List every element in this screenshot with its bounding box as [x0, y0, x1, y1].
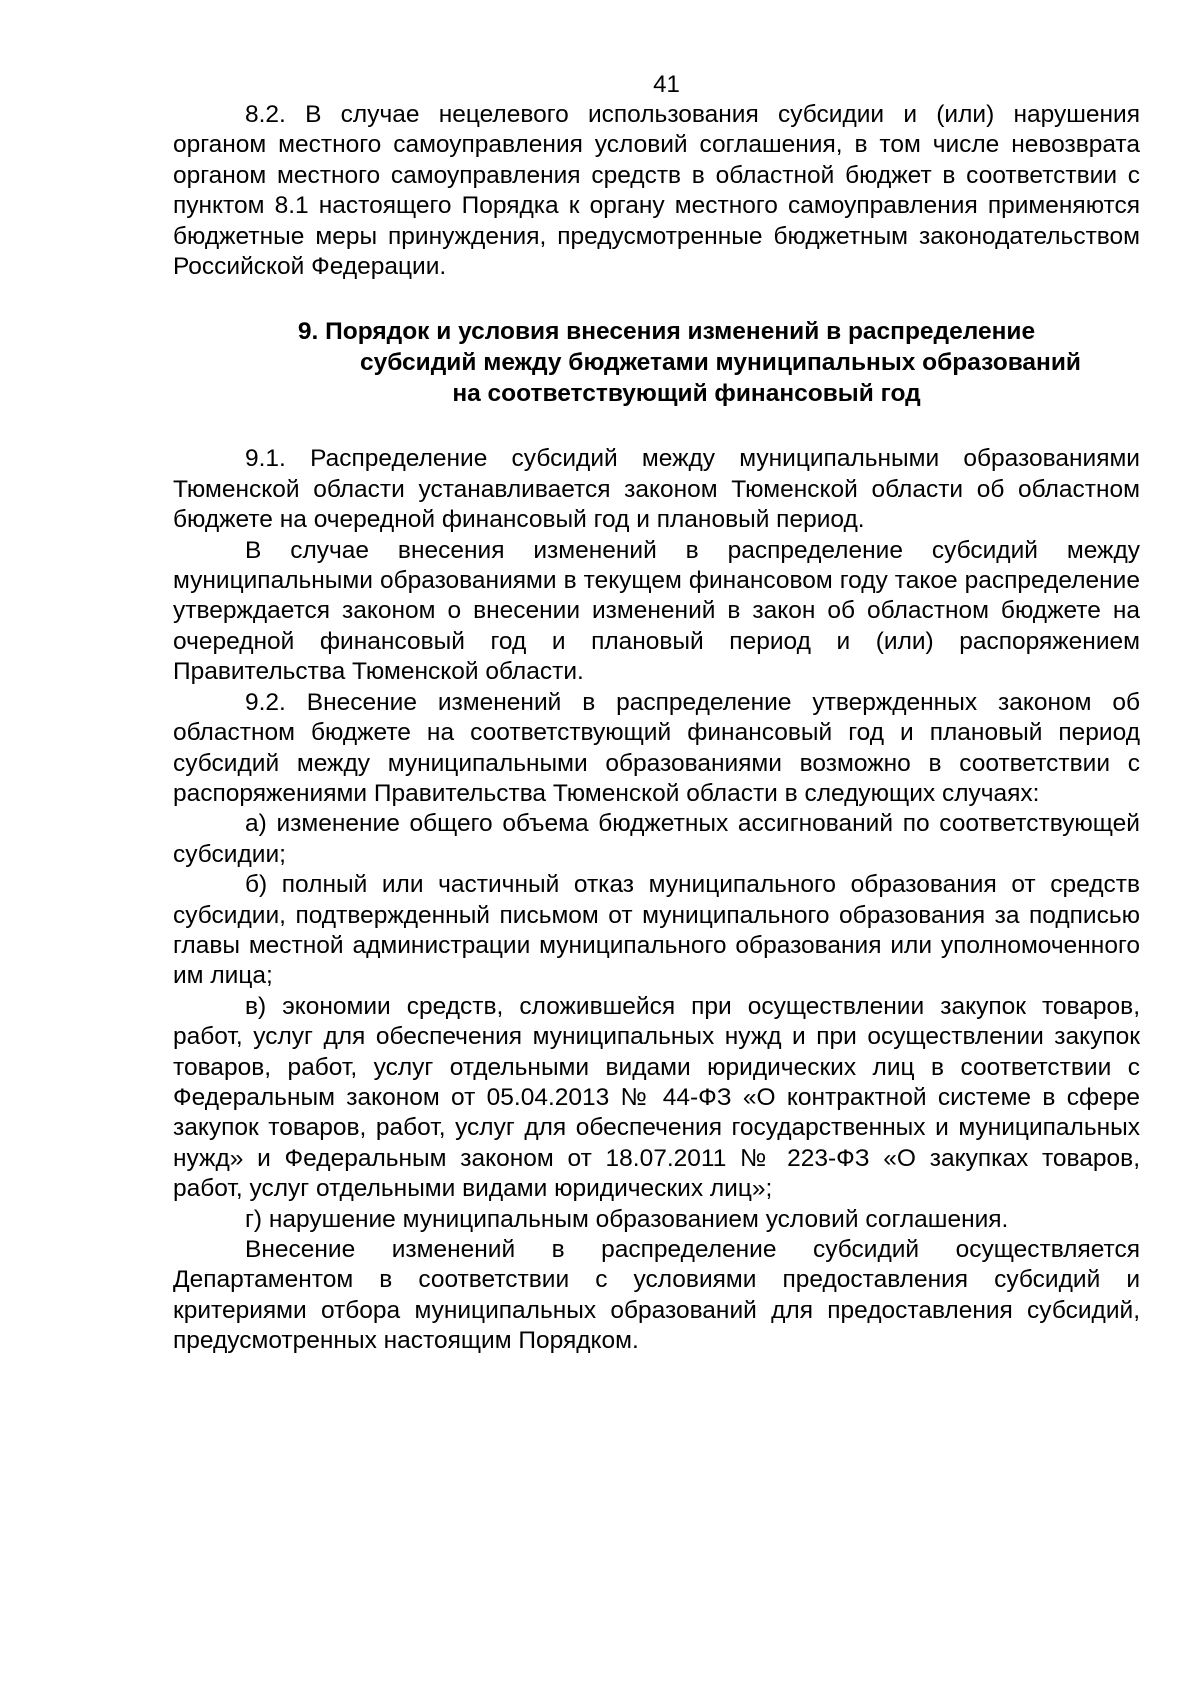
page-number: 41	[653, 71, 680, 98]
list-item-g: г) нарушение муниципальным образованием условий соглашения.	[245, 1205, 1009, 1233]
list-item-a: а) изменение общего объема бюджетных ассигнований по соответствующей субсидии;	[173, 810, 1140, 868]
section-heading-line: 9. Порядок и условия внесения изменений в распределение	[297, 318, 1036, 346]
section-heading-line: субсидий между бюджетами муниципальных образований	[360, 349, 1081, 377]
paragraph-8-2: 8.2. В случае нецелевого использования субсидии и (или) нарушения органом местного самоуправления условий соглашения, в том числе невозврата органом местного самоуправления средств в областной бюджет в соответствии с пунктом 8.1 настоящего Порядка к органу местного самоуправления применяются бюджетные меры принуждения, предусмотренные бюджетным законодательством Российской Федерации.	[173, 101, 1140, 281]
paragraph-9-2: 9.2. Внесение изменений в распределение утвержденных законом об областном бюджете на соответствующий финансовый год и плановый период субсидий между муниципальными образованиями возможно в соответствии с распоряжениями Правительства Тюменской области в следующих случаях:	[173, 688, 1140, 807]
list-item-v: в) экономии средств, сложившейся при осуществлении закупок товаров, работ, услуг для обеспечения муниципальных нужд и при осуществлении закупок товаров, работ, услуг отдельными видами юридических лиц в соответствии с Федеральным законом от 05.04.2013 № 44-ФЗ «О контрактной системе в сфере закупок товаров, работ, услуг для обеспечения государственных и муниципальных нужд» и Федеральным законом от 18.07.2011 № 223-ФЗ «О закупках товаров, работ, услуг отдельными видами юридических лиц»;	[173, 992, 1140, 1203]
section-9-heading	[173, 316, 1140, 409]
document-page	[173, 70, 1140, 1357]
paragraph-9-1-amendment: В случае внесения изменений в распределение субсидий между муниципальными образованиями в текущем финансовом году такое распределение утверждается законом о внесении изменений в закон об областном бюджете на очередной финансовый год и плановый период и (или) распоряжением Правительства Тюменской области.	[173, 536, 1140, 686]
paragraph-9-1: 9.1. Распределение субсидий между муниципальными образованиями Тюменской области устанавливается законом Тюменской области об областном бюджете на очередной финансовый год и плановый период.	[173, 445, 1140, 534]
section-heading-line: на соответствующий финансовый год	[452, 380, 921, 408]
paragraph-closing: Внесение изменений в распределение субсидий осуществляется Департаментом в соответствии с условиями предоставления субсидий и критериями отбора муниципальных образований для предоставления субсидий, предусмотренных настоящим Порядком.	[173, 1236, 1140, 1355]
list-item-b: б) полный или частичный отказ муниципального образования от средств субсидии, подтвержденный письмом от муниципального образования за подписью главы местной администрации муниципального образования или уполномоченного им лица;	[173, 871, 1140, 990]
